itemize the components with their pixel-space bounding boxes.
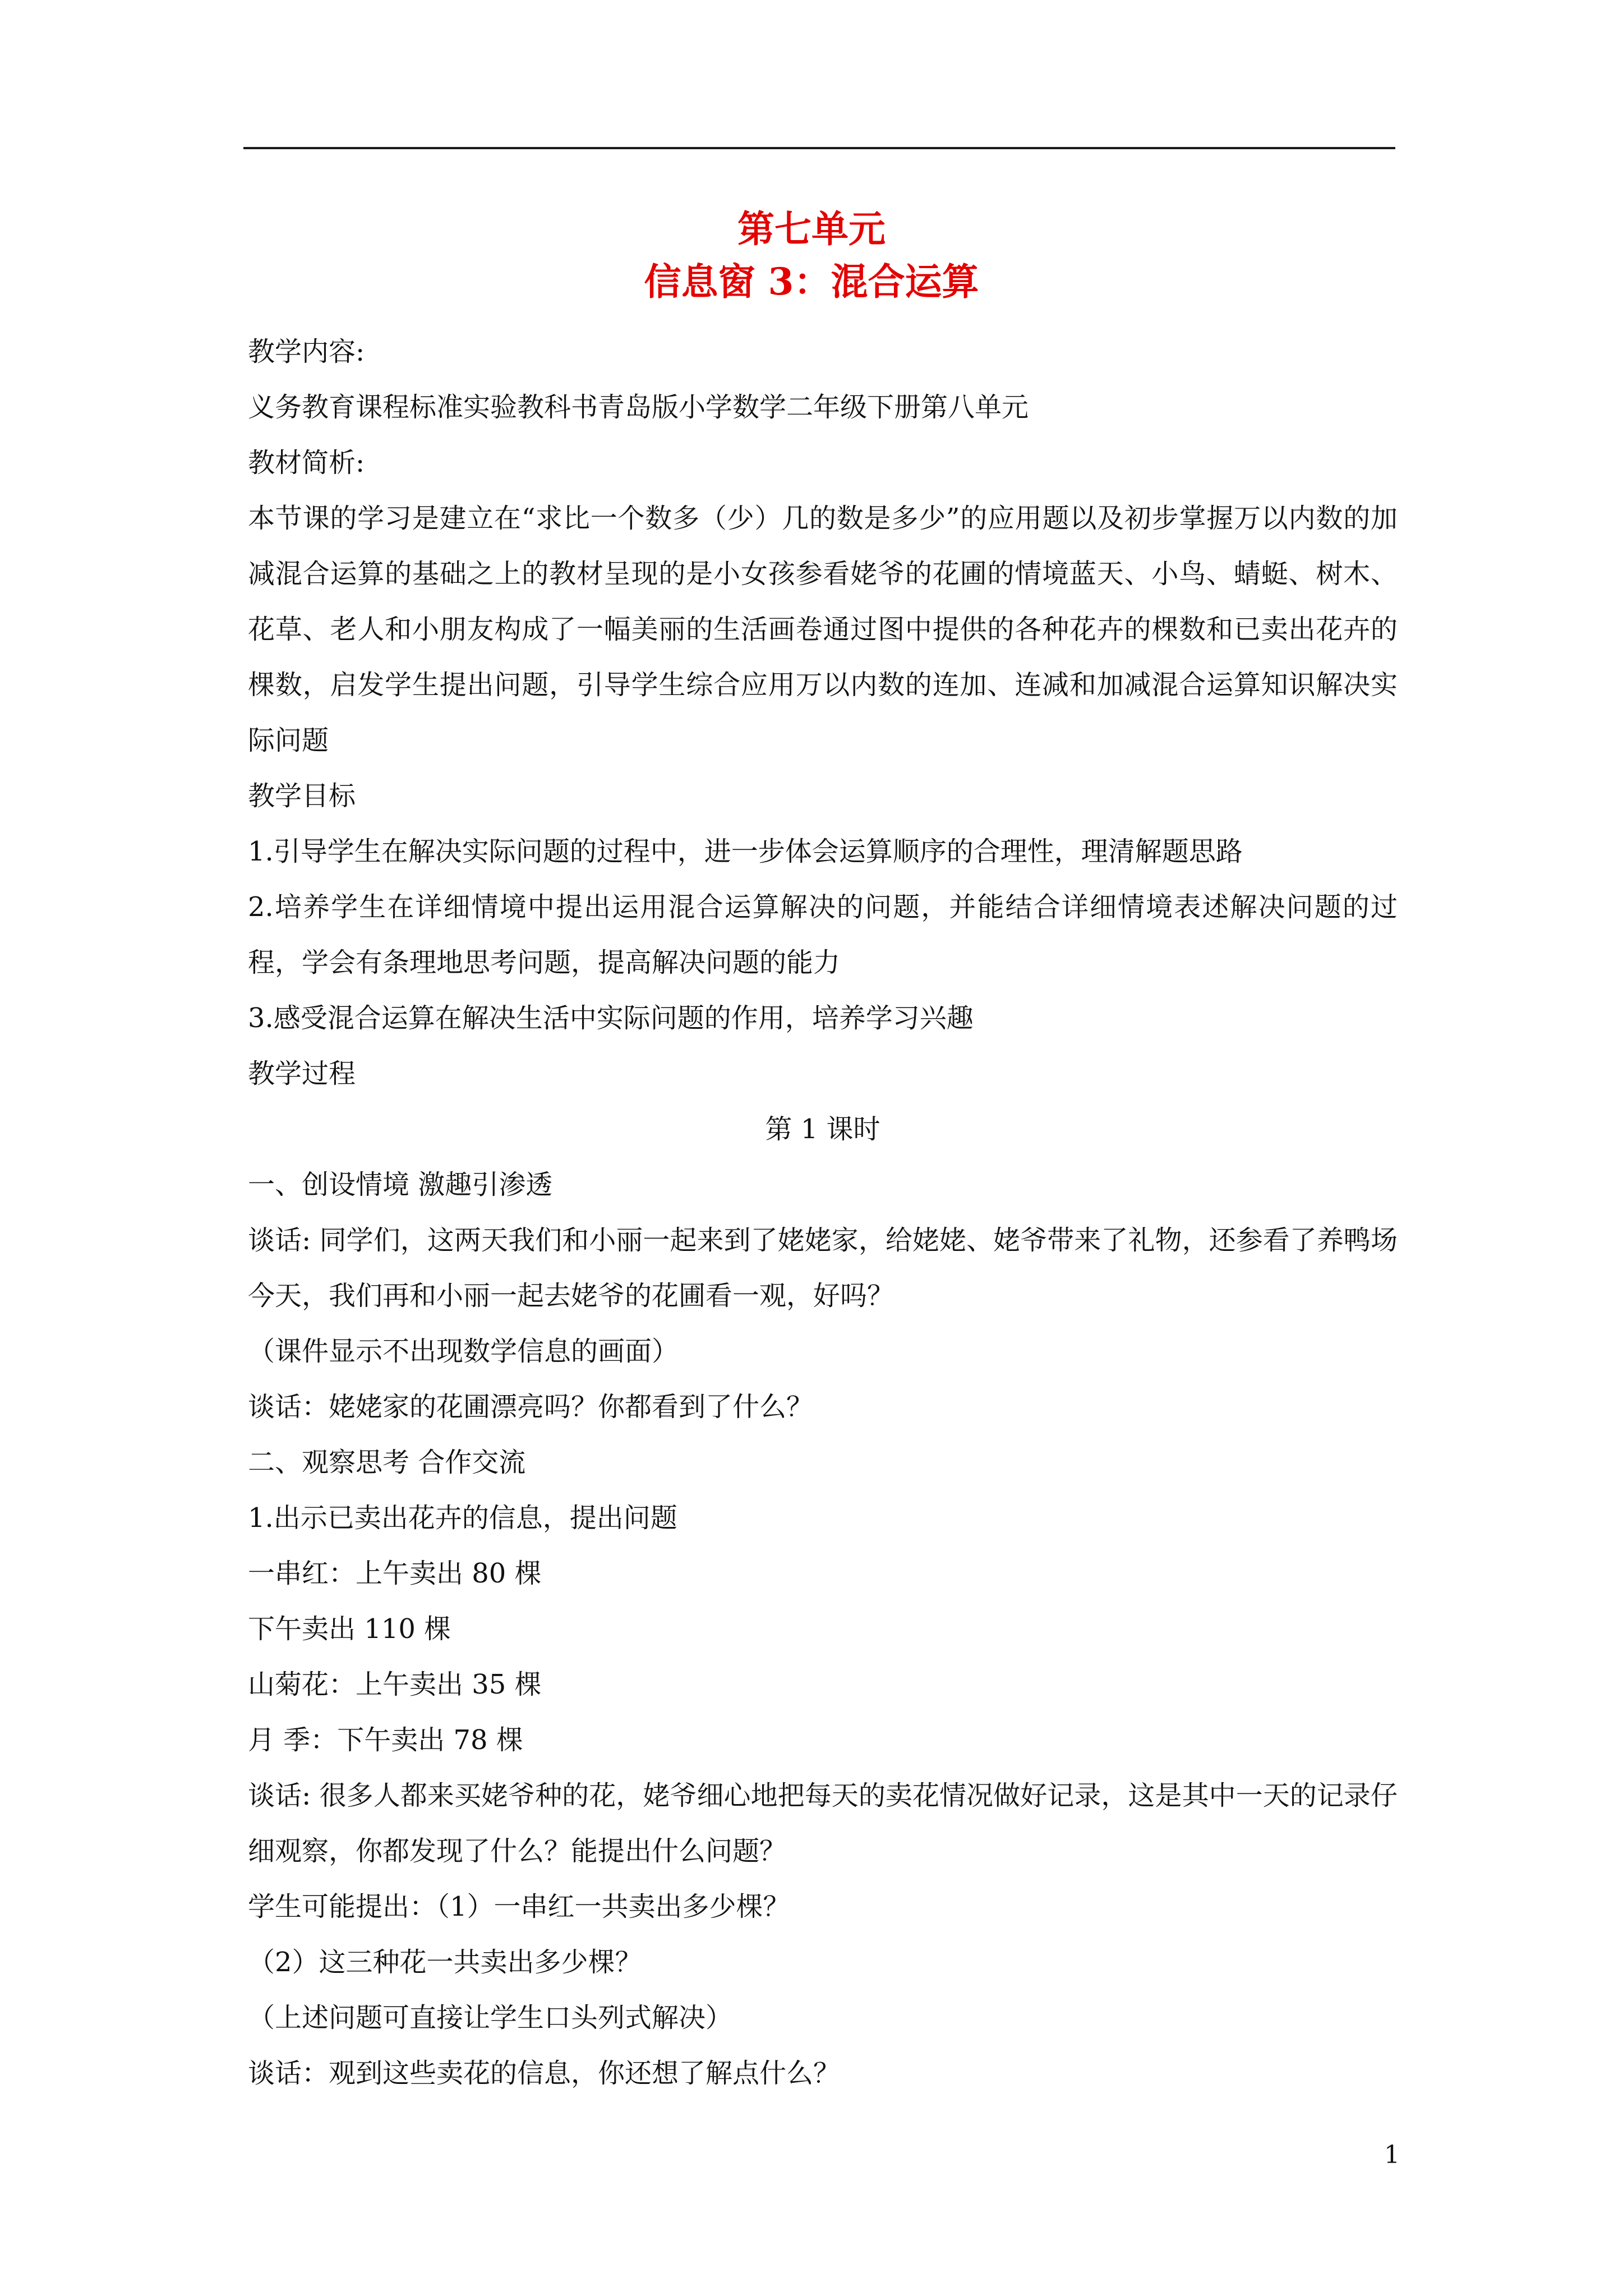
goal-item: 3.感受混合运算在解决生活中实际问题的作用，培养学习兴趣	[248, 1002, 974, 1034]
lesson-period-heading: 第 1 课时	[765, 1114, 880, 1145]
paragraph: 义务教育课程标准实验教科书青岛版小学数学二年级下册第八单元	[248, 392, 1029, 423]
step-heading: 一、创设情境 激趣引渗透	[248, 1169, 553, 1200]
document-body	[248, 324, 1398, 2101]
goal-item: 2.培养学生在详细情境中提出运用混合运算解决的问题，并能结合详细情境表述解决问题的过程，学会有条理地思考问题，提高解决问题的能力	[248, 891, 1398, 978]
page-number: 1	[1384, 2141, 1400, 2169]
sales-record-line: 下午卖出 110 棵	[248, 1613, 451, 1645]
header-rule	[243, 147, 1395, 149]
paragraph: 1.出示已卖出花卉的信息，提出问题	[248, 1502, 677, 1534]
paragraph: （上述问题可直接让学生口头列式解决）	[248, 2002, 733, 2033]
section-heading-material-analysis: 教材简析:	[248, 447, 365, 478]
unit-title: 第七单元	[737, 207, 886, 251]
sales-record-line: 山菊花：上午卖出 35 棵	[248, 1669, 542, 1700]
paragraph: 谈话: 很多人都来买姥爷种的花，姥爷细心地把每天的卖花情况做好记录，这是其中一天的记录仔细观察，你都发现了什么？能提出什么问题？	[248, 1780, 1398, 1867]
sales-record-line: 月 季：下午卖出 78 棵	[248, 1724, 523, 1756]
section-heading-teaching-goals: 教学目标	[248, 780, 356, 812]
goal-item: 1.引导学生在解决实际问题的过程中，进一步体会运算顺序的合理性，理清解题思路	[248, 836, 1243, 867]
lesson-title: 信息窗 3：混合运算	[644, 260, 979, 303]
paragraph: 学生可能提出：（1）一串红一共卖出多少棵？	[248, 1891, 790, 1922]
section-heading-teaching-content: 教学内容:	[248, 336, 365, 367]
paragraph: （课件显示不出现数学信息的画面）	[248, 1336, 679, 1367]
sales-record-line: 一串红：上午卖出 80 棵	[248, 1558, 542, 1589]
step-heading: 二、观察思考 合作交流	[248, 1447, 526, 1478]
paragraph: 谈话：观到这些卖花的信息，你还想了解点什么？	[248, 2058, 841, 2089]
paragraph: （2）这三种花一共卖出多少棵？	[248, 1947, 642, 1978]
paragraph: 谈话：姥姥家的花圃漂亮吗？你都看到了什么？	[248, 1391, 814, 1423]
paragraph: 本节课的学习是建立在“求比一个数多（少）几的数是多少”的应用题以及初步掌握万以内数的加减混合运算的基础之上的教材呈现的是小女孩参看姥爷的花圃的情境蓝天、小鸟、蜻蜓、树木、花草、老人和小朋友构成了一幅美丽的生活画卷通过图中提供的各种花卉的棵数和已卖出花卉的棵数，启发学生提出问题，引导学生综合应用万以内数的连加、连减和加减混合运算知识解决实际问题	[248, 503, 1398, 756]
section-heading-teaching-process: 教学过程	[248, 1058, 356, 1089]
paragraph: 谈话: 同学们，这两天我们和小丽一起来到了姥姥家，给姥姥、姥爷带来了礼物，还参看了养鸭场今天，我们再和小丽一起去姥爷的花圃看一观，好吗？	[248, 1225, 1398, 1312]
